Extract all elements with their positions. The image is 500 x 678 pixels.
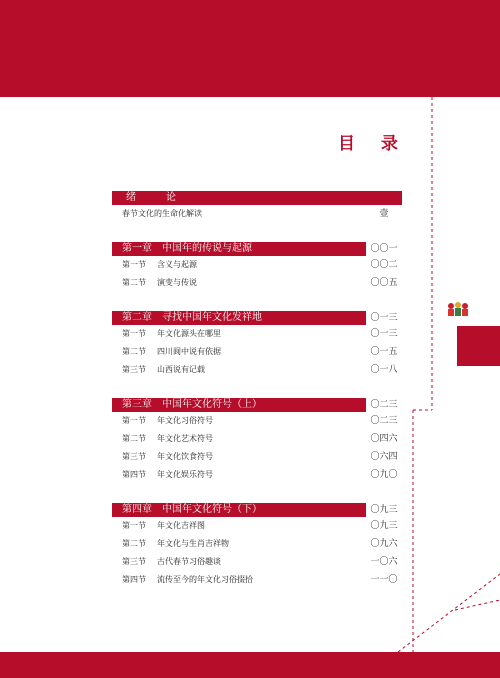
toc-entry[interactable] — [112, 256, 402, 274]
toc-section-chapter-4 — [112, 503, 402, 589]
entry-title: 演变与传说 — [157, 278, 197, 287]
page-title: 目 录 — [338, 134, 408, 154]
entry-title: 年文化习俗符号 — [157, 416, 213, 425]
entry-page-number: 〇二三 — [370, 416, 398, 426]
entry-section-number: 第三节 — [122, 365, 146, 374]
toc-entry[interactable] — [112, 430, 402, 448]
entry-page-number: 〇四六 — [370, 434, 398, 444]
entry-page-number: 〇九三 — [370, 521, 398, 531]
entry-section-number: 第二节 — [122, 539, 146, 548]
section-title: 绪 论 — [126, 192, 186, 203]
toc-entry[interactable] — [112, 412, 402, 430]
entry-title: 四川阆中说有依据 — [157, 347, 221, 356]
section-page-number: 〇〇一 — [366, 242, 402, 256]
entry-section-number: 第一节 — [122, 329, 146, 338]
entry-title: 山西说有记载 — [157, 365, 205, 374]
toc-entry[interactable] — [112, 571, 402, 589]
entry-page-number: 一一〇 — [370, 575, 398, 585]
toc-entry[interactable] — [112, 361, 402, 379]
entry-title: 含义与起源 — [157, 260, 197, 269]
section-title: 第四章 中国年文化符号（下） — [122, 504, 262, 515]
entry-section-number: 第二节 — [122, 434, 146, 443]
entry-title: 流传至今的年文化习俗掇拾 — [157, 575, 253, 584]
toc-entry[interactable] — [112, 343, 402, 361]
toc-section-intro — [112, 191, 402, 223]
toc-entry[interactable] — [112, 553, 402, 571]
toc-section-chapter-2 — [112, 311, 402, 379]
entry-title: 年文化艺术符号 — [157, 434, 213, 443]
toc-entry[interactable] — [112, 517, 402, 535]
entry-section-number: 第四节 — [122, 575, 146, 584]
section-title: 第二章 寻找中国年文化发祥地 — [122, 312, 262, 323]
section-header[interactable] — [112, 311, 402, 325]
toc-entry[interactable] — [112, 535, 402, 553]
section-header[interactable] — [112, 503, 402, 517]
toc-entry[interactable] — [112, 205, 402, 223]
entry-section-number: 第二节 — [122, 278, 146, 287]
entry-section-number: 第二节 — [122, 347, 146, 356]
section-title: 第一章 中国年的传说与起源 — [122, 243, 252, 254]
entry-page-number: 〇〇五 — [370, 278, 398, 288]
entry-page-number: 一〇六 — [370, 557, 398, 567]
section-page-number: 〇九三 — [366, 503, 402, 517]
entry-page-number: 〇一三 — [370, 329, 398, 339]
section-header[interactable] — [112, 191, 402, 205]
toc-entry[interactable] — [112, 325, 402, 343]
entry-section-number: 第三节 — [122, 557, 146, 566]
section-header[interactable] — [112, 242, 402, 256]
toc-section-chapter-1 — [112, 242, 402, 292]
entry-title: 古代春节习俗趣谈 — [157, 557, 221, 566]
entry-page-number: 〇九六 — [370, 539, 398, 549]
section-title: 第三章 中国年文化符号（上） — [122, 399, 262, 410]
entry-section-number: 第三节 — [122, 452, 146, 461]
entry-title: 年文化与生肖吉祥物 — [157, 539, 229, 548]
entry-page-number: 〇〇二 — [370, 260, 398, 270]
toc-entry[interactable] — [112, 466, 402, 484]
entry-section-number: 第一节 — [122, 521, 146, 530]
section-page-number: 〇一三 — [366, 311, 402, 325]
toc-entry[interactable] — [112, 274, 402, 292]
toc-entry[interactable] — [112, 448, 402, 466]
section-page-number: 〇二三 — [366, 398, 402, 412]
entry-page-number: 壹 — [379, 209, 389, 219]
table-of-contents — [112, 191, 402, 589]
entry-section-number: 第一节 — [122, 416, 146, 425]
toc-section-chapter-3 — [112, 398, 402, 484]
entry-title: 年文化吉祥图 — [157, 521, 205, 530]
entry-page-number: 〇一五 — [370, 347, 398, 357]
entry-title: 年文化饮食符号 — [157, 452, 213, 461]
entry-title: 年文化源头在哪里 — [157, 329, 221, 338]
entry-page-number: 〇六四 — [370, 452, 398, 462]
entry-section-number: 第四节 — [122, 470, 146, 479]
entry-page-number: 〇九〇 — [370, 470, 398, 480]
entry-section-number: 第一节 — [122, 260, 146, 269]
entry-page-number: 〇一八 — [370, 365, 398, 375]
entry-title: 年文化娱乐符号 — [157, 470, 213, 479]
festival-figures-icon — [446, 301, 470, 317]
section-header[interactable] — [112, 398, 402, 412]
entry-title: 春节文化的生命化解读 — [122, 209, 202, 218]
